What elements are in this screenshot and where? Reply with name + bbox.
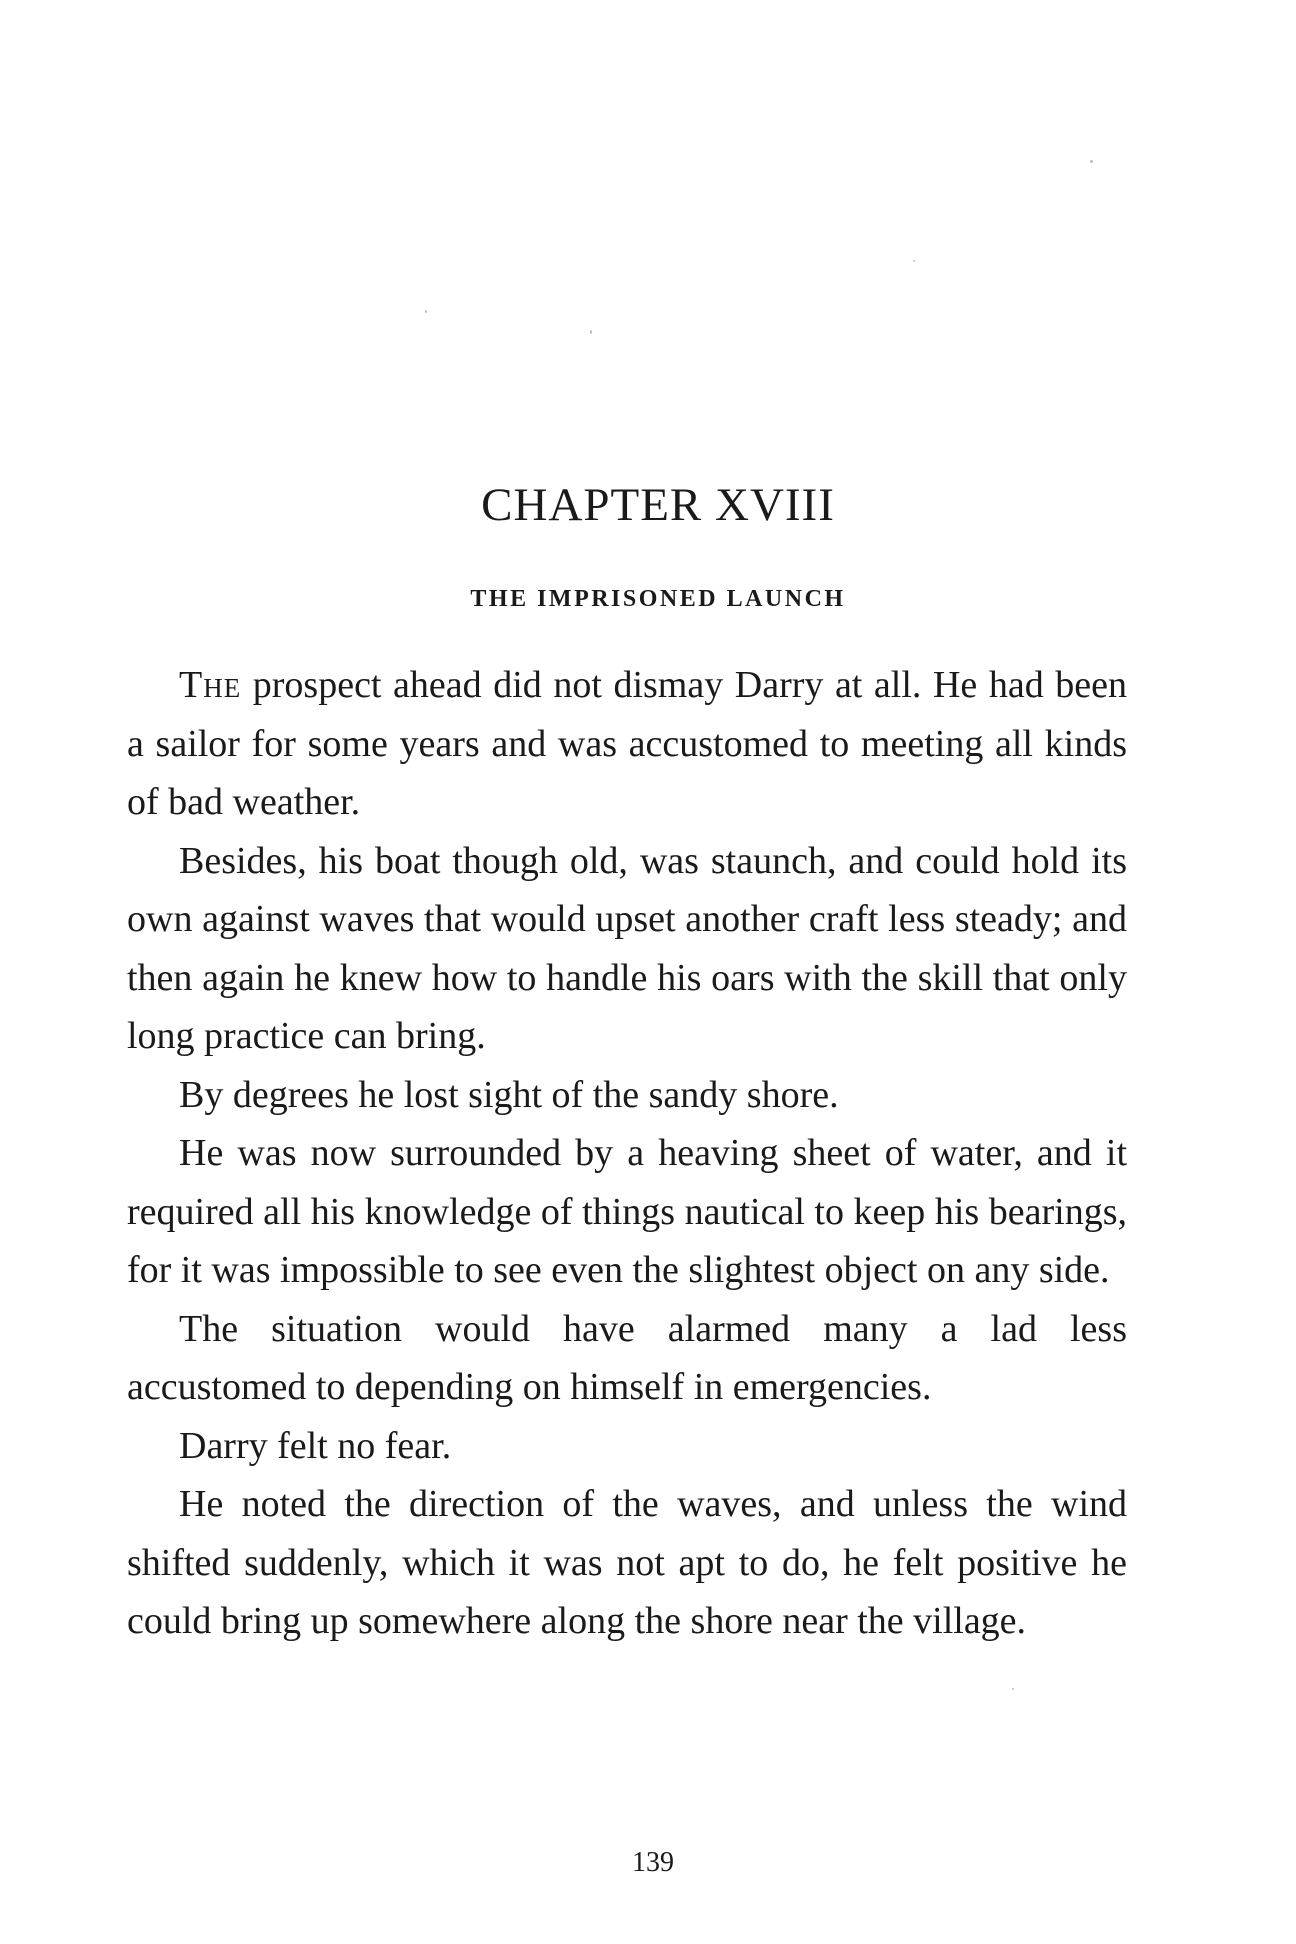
paragraph-4: He was now surrounded by a heaving sheet of water, and it required all his knowledge of things nautical to keep his bearings, for it was impossible to see even the slightest object on any side. [127, 1132, 1127, 1291]
chapter-body [127, 656, 1127, 1651]
chapter-title: THE IMPRISONED LAUNCH [470, 586, 846, 612]
paragraph-5: The situation would have alarmed many a lad less accustomed to depending on himself in emergencies. [127, 1307, 1127, 1408]
paper-speck [1012, 1688, 1014, 1690]
paragraph-7: He noted the direction of the waves, and unless the wind shifted suddenly, which it was not apt to do, he felt positive he could bring up somewhere along the shore near the village. [127, 1483, 1127, 1642]
lead-word: The [179, 664, 242, 706]
paragraph-1 [127, 656, 1127, 832]
paragraph-1-text: prospect ahead did not dismay Darry at all. He had been a sailor for some years and was accustomed to meeting all kinds of bad weather. [127, 664, 1127, 823]
paper-speck [425, 310, 427, 313]
paper-speck [590, 330, 592, 334]
paragraph-6: Darry felt no fear. [179, 1424, 452, 1467]
page-number: 139 [632, 1847, 674, 1878]
paper-speck [1090, 160, 1093, 163]
paragraph-3: By degrees he lost sight of the sandy shore. [179, 1073, 839, 1116]
chapter-number: CHAPTER XVIII [481, 479, 835, 531]
paper-speck [913, 260, 915, 262]
paragraph-2: Besides, his boat though old, was staunch, and could hold its own against waves that would upset another craft less steady; and then again he knew how to handle his oars with the skill that only long practice can bring. [127, 839, 1127, 1057]
